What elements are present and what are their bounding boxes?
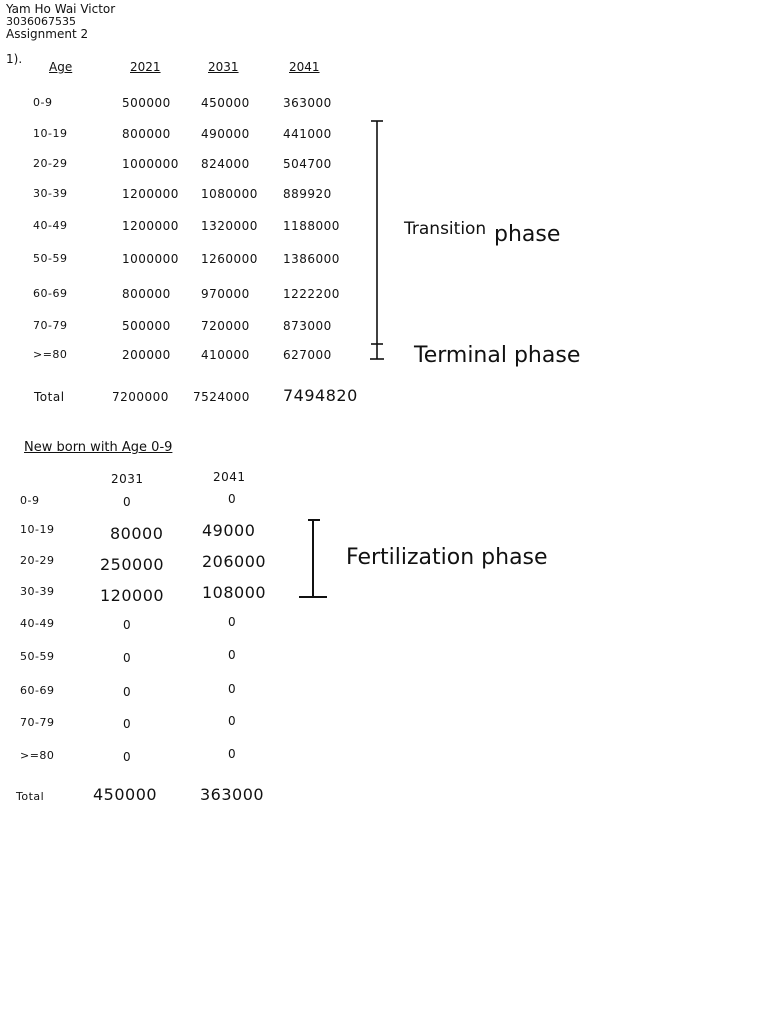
age-group-label: 30-39 bbox=[33, 187, 68, 200]
age-group-label: >=80 bbox=[20, 749, 55, 762]
population-cell: 410000 bbox=[201, 348, 250, 362]
terminal-bracket bbox=[370, 344, 384, 359]
population-cell: 1320000 bbox=[201, 219, 258, 233]
population-cell: 824000 bbox=[201, 157, 250, 171]
newborn-cell: 0 bbox=[123, 750, 132, 764]
student-id: 3036067535 bbox=[6, 15, 76, 28]
population-cell: 1000000 bbox=[122, 157, 179, 171]
fertilization-phase-label: Fertilization phase bbox=[346, 545, 548, 570]
population-cell: 720000 bbox=[201, 319, 250, 333]
age-group-label: 40-49 bbox=[20, 617, 55, 630]
population-cell: 200000 bbox=[122, 348, 171, 362]
total-label: Total bbox=[34, 390, 65, 404]
newborn-cell: 0 bbox=[123, 495, 132, 509]
year-2031-header: 2031 bbox=[208, 60, 239, 74]
fertilization-bracket bbox=[299, 520, 327, 597]
age-group-label: 0-9 bbox=[20, 494, 40, 507]
total-cell: 7524000 bbox=[193, 390, 250, 404]
year-2041-header: 2041 bbox=[213, 470, 246, 484]
transition-label: Transition bbox=[404, 219, 487, 239]
population-cell: 450000 bbox=[201, 96, 250, 110]
newborn-table-title: New born with Age 0-9 bbox=[24, 440, 173, 455]
age-group-label: 60-69 bbox=[33, 287, 68, 300]
assignment-title: Assignment 2 bbox=[6, 27, 89, 41]
population-cell: 490000 bbox=[201, 127, 250, 141]
age-group-label: 50-59 bbox=[20, 650, 55, 663]
question-number: 1). bbox=[6, 52, 23, 66]
population-cell: 1222200 bbox=[283, 287, 340, 301]
newborn-cell: 0 bbox=[228, 747, 237, 761]
newborn-cell: 80000 bbox=[110, 524, 164, 543]
year-2031-header: 2031 bbox=[111, 472, 144, 486]
newborn-cell: 0 bbox=[228, 615, 237, 629]
population-cell: 363000 bbox=[283, 96, 332, 110]
population-cell: 1000000 bbox=[122, 252, 179, 266]
population-cell: 970000 bbox=[201, 287, 250, 301]
newborn-cell: 0 bbox=[123, 685, 132, 699]
population-cell: 1080000 bbox=[201, 187, 258, 201]
population-cell: 500000 bbox=[122, 319, 171, 333]
age-group-label: 10-19 bbox=[33, 127, 68, 140]
transition-bracket bbox=[371, 121, 383, 344]
population-cell: 1200000 bbox=[122, 219, 179, 233]
newborn-cell: 0 bbox=[228, 492, 237, 506]
newborn-cell: 108000 bbox=[202, 583, 267, 602]
population-cell: 441000 bbox=[283, 127, 332, 141]
population-cell: 800000 bbox=[122, 127, 171, 141]
total-cell: 7494820 bbox=[283, 386, 358, 405]
year-2041-header: 2041 bbox=[289, 60, 320, 74]
newborn-cell: 49000 bbox=[202, 521, 256, 540]
year-2021-header: 2021 bbox=[130, 60, 161, 74]
author-name: Yam Ho Wai Victor bbox=[6, 2, 116, 16]
age-group-label: 70-79 bbox=[20, 716, 55, 729]
age-group-label: 50-59 bbox=[33, 252, 68, 265]
population-cell: 1260000 bbox=[201, 252, 258, 266]
population-cell: 873000 bbox=[283, 319, 332, 333]
population-cell: 1188000 bbox=[283, 219, 340, 233]
newborn-cell: 0 bbox=[123, 651, 132, 665]
age-group-label: 0-9 bbox=[33, 96, 53, 109]
total-cell: 363000 bbox=[200, 785, 265, 804]
newborn-cell: 0 bbox=[123, 717, 132, 731]
age-header: Age bbox=[49, 60, 73, 74]
population-cell: 504700 bbox=[283, 157, 332, 171]
total-cell: 7200000 bbox=[112, 390, 169, 404]
age-group-label: 30-39 bbox=[20, 585, 55, 598]
terminal-phase-label: Terminal phase bbox=[414, 343, 581, 368]
newborn-cell: 0 bbox=[228, 648, 237, 662]
newborn-cell: 0 bbox=[228, 714, 237, 728]
newborn-cell: 0 bbox=[123, 618, 132, 632]
population-cell: 1200000 bbox=[122, 187, 179, 201]
population-cell: 889920 bbox=[283, 187, 332, 201]
age-group-label: 10-19 bbox=[20, 523, 55, 536]
population-cell: 500000 bbox=[122, 96, 171, 110]
population-cell: 800000 bbox=[122, 287, 171, 301]
age-group-label: 20-29 bbox=[33, 157, 68, 170]
newborn-cell: 0 bbox=[228, 682, 237, 696]
total-cell: 450000 bbox=[93, 785, 158, 804]
age-group-label: 60-69 bbox=[20, 684, 55, 697]
phase-label: phase bbox=[494, 222, 561, 247]
population-cell: 627000 bbox=[283, 348, 332, 362]
age-group-label: 70-79 bbox=[33, 319, 68, 332]
total-label: Total bbox=[16, 790, 45, 803]
newborn-cell: 206000 bbox=[202, 552, 267, 571]
newborn-cell: 250000 bbox=[100, 555, 165, 574]
population-cell: 1386000 bbox=[283, 252, 340, 266]
age-group-label: 40-49 bbox=[33, 219, 68, 232]
age-group-label: 20-29 bbox=[20, 554, 55, 567]
newborn-cell: 120000 bbox=[100, 586, 165, 605]
age-group-label: >=80 bbox=[33, 348, 68, 361]
